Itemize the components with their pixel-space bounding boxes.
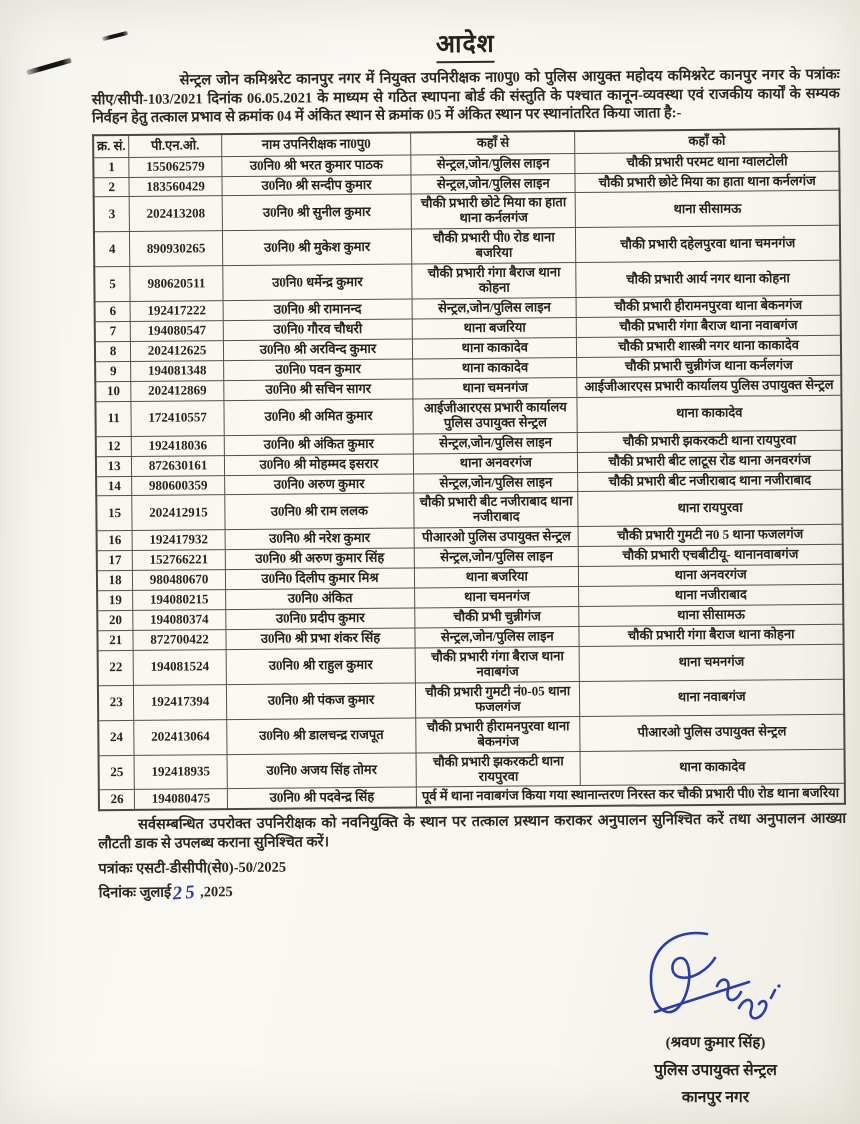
cell-from: पूर्व में थाना नवाबगंज किया गया स्थानान्तरण निरस्त कर चौकी प्रभारी पी0 रोड थाना बजरिया xyxy=(417,784,845,808)
cell-name: उ0नि0 अंकित xyxy=(225,588,415,610)
cell-to: थाना नवाबगंज xyxy=(580,679,844,716)
cell-pno: 192417222 xyxy=(130,301,223,322)
cell-pno: 192418935 xyxy=(134,754,227,790)
cell-from: थाना चमनगंज xyxy=(413,377,577,398)
cell-name: उ0नि0 श्री राहुल कुमार xyxy=(226,648,416,685)
cell-sno: 13 xyxy=(96,456,132,476)
cell-pno: 872630161 xyxy=(132,455,225,476)
cell-name: उ0नि0 श्री भरत कुमार पाठक xyxy=(222,155,412,177)
cell-name: उ0नि0 पवन कुमार xyxy=(223,359,413,381)
cell-from: चौकी प्रभारी गुमटी नं0-05 थाना फजलगंज xyxy=(416,681,580,717)
cell-to: थाना काकादेव xyxy=(577,395,841,432)
cell-to: थाना अनवरगंज xyxy=(579,564,843,586)
cell-sno: 21 xyxy=(97,630,133,650)
cell-from: सेन्ट्रल,जोन/पुलिस लाइन xyxy=(415,627,579,648)
cell-sno: 25 xyxy=(99,755,135,790)
cell-name: उ0नि0 श्री अमित कुमार xyxy=(224,399,414,436)
cell-from: चौकी प्रभारी हीरामनपुरवा थाना बेकनगंज xyxy=(416,716,580,752)
header-pno: पी.एन.ओ. xyxy=(129,134,222,157)
cell-pno: 172410557 xyxy=(131,400,224,436)
cell-to: आईजीआरएस प्रभारी कार्यालय पुलिस उपायुक्त सेन्ट्रल xyxy=(577,375,841,397)
cell-pno: 183560429 xyxy=(129,176,222,197)
cell-pno: 152766221 xyxy=(133,550,226,571)
cell-pno: 890930265 xyxy=(130,231,223,267)
transfer-table xyxy=(92,127,846,811)
cell-to: थाना सीसामऊ xyxy=(579,604,843,626)
header-from: कहाँ से xyxy=(411,131,575,155)
date-year: ,2025 xyxy=(200,884,233,901)
cell-name: उ0नि0 श्री पंकज कुमार xyxy=(226,683,416,720)
cell-name: उ0नि0 गौरव चौधरी xyxy=(223,319,413,341)
cell-sno: 1 xyxy=(93,157,129,177)
cell-from: चौकी प्रभारी बीट नजीराबाद थाना नजीराबाद xyxy=(414,492,578,528)
cell-name: उ0नि0 श्री सुनील कुमार xyxy=(222,194,412,231)
signature-icon xyxy=(621,928,811,1046)
header-serial: क्र. सं. xyxy=(93,135,129,158)
header-to: कहाँ को xyxy=(575,128,839,153)
cell-pno: 202412915 xyxy=(132,495,225,531)
cell-to: चौकी प्रभारी आर्य नगर थाना कोहना xyxy=(576,260,840,297)
cell-sno: 4 xyxy=(94,232,130,267)
cell-to: चौकी प्रभारी छोटे मिया का हाता थाना कर्नलगंज xyxy=(575,171,839,193)
cell-pno: 194080475 xyxy=(135,789,228,810)
cell-name: उ0नि0 प्रदीप कुमार xyxy=(226,608,416,630)
cell-sno: 16 xyxy=(97,531,133,551)
cell-name: उ0नि0 धर्मेन्द्र कुमार xyxy=(223,264,413,301)
cell-pno: 202413064 xyxy=(134,719,227,755)
cell-name: उ0नि0 श्री प्रभा शंकर सिंह xyxy=(226,628,416,650)
cell-sno: 18 xyxy=(97,571,133,591)
cell-to: चौकी प्रभारी गंगा बैराज थाना कोहना xyxy=(579,624,843,646)
signatory-city: कानपुर नगर xyxy=(681,1089,750,1106)
cell-pno: 194081348 xyxy=(131,361,224,382)
cell-pno: 194080374 xyxy=(133,610,226,631)
cell-sno: 10 xyxy=(95,381,131,401)
cell-name: उ0नि0 श्री मुकेश कुमार xyxy=(222,229,412,266)
cell-sno: 24 xyxy=(98,720,134,755)
cell-name: उ0नि0 दिलीप कुमार मिश्र xyxy=(225,568,415,590)
cell-sno: 23 xyxy=(98,685,134,720)
cell-sno: 6 xyxy=(95,302,131,322)
cell-sno: 11 xyxy=(95,401,131,436)
cell-sno: 20 xyxy=(97,611,133,631)
cell-sno: 8 xyxy=(95,341,131,361)
cell-pno: 202412625 xyxy=(131,341,224,362)
cell-pno: 192417394 xyxy=(134,684,227,720)
signature-block xyxy=(588,928,843,1107)
cell-name: उ0नि0 श्री रामानन्द xyxy=(223,299,413,321)
signatory-name: (श्रवण कुमार सिंह) xyxy=(665,1035,766,1051)
cell-sno: 12 xyxy=(96,436,132,456)
cell-from: पीआरओ पुलिस उपायुक्त सेन्ट्रल xyxy=(414,527,578,548)
cell-sno: 15 xyxy=(96,496,132,531)
cell-from: चौकी प्रभारी गंगा बैराज थाना कोहना xyxy=(412,263,576,299)
cell-from: सेन्ट्रल,जोन/पुलिस लाइन xyxy=(413,432,577,453)
cell-pno: 980480670 xyxy=(133,570,226,591)
handwritten-date: 25 xyxy=(172,881,199,905)
letter-ref-number: पत्रांकः एसटी-डीसीपी(से0)-50/2025 xyxy=(98,859,287,878)
cell-pno: 192417932 xyxy=(132,530,225,551)
cell-pno: 980600359 xyxy=(132,475,225,496)
cell-name: उ0नि0 श्री मोहम्मद इसरार xyxy=(224,454,414,476)
cell-name: उ0नि0 श्री अंकित कुमार xyxy=(224,434,414,456)
cell-name: उ0नि0 श्री पदवेन्द्र सिंह xyxy=(227,787,417,809)
cell-from: सेन्ट्रल,जोन/पुलिस लाइन xyxy=(412,298,576,319)
cell-sno: 22 xyxy=(98,650,134,685)
cell-from: थाना काकादेव xyxy=(413,338,577,359)
cell-to: चौकी प्रभारी गंगा बैराज थाना नवाबगंज xyxy=(577,315,841,337)
signatory-title: पुलिस उपायुक्त सेन्ट्रल xyxy=(654,1062,777,1079)
cell-pno: 194080547 xyxy=(131,321,224,342)
header-name: नाम उपनिरीक्षक ना0पु0 xyxy=(221,132,411,156)
cell-pno: 202413208 xyxy=(129,196,222,232)
cell-to: चौकी प्रभारी शास्त्री नगर थाना काकादेव xyxy=(577,335,841,357)
cell-sno: 14 xyxy=(96,476,132,496)
cell-from: सेन्ट्रल,जोन/पुलिस लाइन xyxy=(414,547,578,568)
cell-name: उ0नि0 अजय सिंह तोमर xyxy=(227,753,417,790)
date-label: दिनांकः जुलाई xyxy=(98,884,172,902)
cell-name: उ0नि0 श्री अरविन्द कुमार xyxy=(223,339,413,361)
cell-to: चौकी प्रभारी चुन्नीगंज थाना कर्नलगंज xyxy=(577,355,841,377)
cell-name: उ0नि0 श्री सन्दीप कुमार xyxy=(222,175,412,197)
cell-pno: 194080215 xyxy=(133,590,226,611)
intro-paragraph: सेन्ट्रल जोन कमिश्नरेट कानपुर नगर में नियुक्त उपनिरीक्षक ना0पु0 को पुलिस आयुक्त महोदय कमिश्नरेट कानपुर नगर के पत्रांकः सीए/सीपी-103/2021 दिनांक 06.05.2021 के माध्यम से गठित स्थापना बोर्ड की संस्तुति के पश्चात कानून-व्यवस्था एवं राजकीय कार्यों के सम्यक निर्वहन हेतु तत्काल प्रभाव से क्रमांक 04 में अंकित स्थान से क्रमांक 05 में अंकित स्थान पर स्थानांतरित किया जाता है:- xyxy=(91,66,840,127)
cell-from: थाना चमनगंज xyxy=(415,587,579,608)
cell-name: उ0नि0 श्री डालचन्द्र राजपूत xyxy=(227,718,417,755)
cell-to: थाना काकादेव xyxy=(580,749,844,786)
pen-stroke-icon xyxy=(26,58,71,75)
date-line xyxy=(99,875,847,904)
cell-sno: 7 xyxy=(95,321,131,341)
compliance-instruction: सर्वसम्बन्धित उपरोक्त उपनिरीक्षक को नवनियुक्ति के स्थान पर तत्काल प्रस्थान कराकर अनुपालन सुनिश्चित करें तथा अनुपालन आख्या लौटती डाक से उपलब्ध कराना सुनिश्चित करें। xyxy=(98,811,847,853)
transfer-table-body xyxy=(93,151,845,811)
cell-sno: 17 xyxy=(97,551,133,571)
cell-to: चौकी प्रभारी झकरकटी थाना रायपुरवा xyxy=(578,430,842,452)
cell-from: चौकी प्रभारी पी0 रोड थाना बजरिया xyxy=(412,228,576,264)
cell-from: थाना बजरिया xyxy=(412,318,576,339)
cell-to: पीआरओ पुलिस उपायुक्त सेन्ट्रल xyxy=(580,714,844,751)
cell-pno: 192418036 xyxy=(132,435,225,456)
cell-to: चौकी प्रभारी परमट थाना ग्वालटोली xyxy=(575,151,839,173)
title-wrap xyxy=(91,23,839,67)
cell-from: चौकी प्रभारी झकरकटी थाना रायपुरवा xyxy=(416,751,580,787)
cell-sno: 3 xyxy=(94,197,130,232)
cell-from: सेन्ट्रल,जोन/पुलिस लाइन xyxy=(411,173,575,194)
cell-name: उ0नि0 श्री सचिन सागर xyxy=(224,379,414,401)
cell-from: आईजीआरएस प्रभारी कार्यालय पुलिस उपायुक्त सेन्ट्रल xyxy=(413,397,577,433)
cell-pno: 872700422 xyxy=(133,630,226,651)
cell-from: थाना अनवरगंज xyxy=(414,452,578,473)
cell-to: चौकी प्रभारी गुमटी न0 5 थाना फजलगंज xyxy=(578,525,842,547)
cell-to: चौकी प्रभारी एचबीटीयू- थानानवाबगंज xyxy=(579,545,843,567)
cell-to: थाना सीसामऊ xyxy=(576,191,840,228)
cell-from: थाना बजरिया xyxy=(415,567,579,588)
cell-to: चौकी प्रभारी हीरामनपुरवा थाना बेकनगंज xyxy=(576,295,840,317)
cell-sno: 9 xyxy=(95,361,131,381)
document-content xyxy=(91,23,847,907)
cell-name: उ0नि0 श्री अरुण कुमार सिंह xyxy=(225,548,415,570)
cell-name: उ0नि0 श्री राम ललक xyxy=(225,493,415,530)
cell-sno: 5 xyxy=(94,267,130,302)
cell-from: चौकी प्रभी चुन्नीगंज xyxy=(415,607,579,628)
cell-from: सेन्ट्रल,जोन/पुलिस लाइन xyxy=(411,153,575,174)
cell-to: थाना चमनगंज xyxy=(579,644,843,681)
cell-sno: 26 xyxy=(99,790,135,811)
cell-to: चौकी प्रभारी बीट लाटूस रोड थाना अनवरगंज xyxy=(578,450,842,472)
cell-to: थाना नजीराबाद xyxy=(579,584,843,606)
cell-to: चौकी प्रभारी दहेलपुरवा थाना चमनगंज xyxy=(576,226,840,263)
document-title: आदेश xyxy=(436,26,495,64)
cell-from: थाना काकादेव xyxy=(413,357,577,378)
cell-pno: 155062579 xyxy=(129,156,222,177)
cell-pno: 194081524 xyxy=(133,650,226,686)
cell-from: चौकी प्रभारी छोटे मिया का हाता थाना कर्नलगंज xyxy=(411,193,575,229)
cell-to: चौकी प्रभारी बीट नजीराबाद थाना नजीराबाद xyxy=(578,470,842,492)
cell-sno: 2 xyxy=(93,177,129,197)
cell-from: सेन्ट्रल,जोन/पुलिस लाइन xyxy=(414,472,578,493)
cell-name: उ0नि0 अरुण कुमार xyxy=(224,473,414,495)
cell-from: चौकी प्रभारी गंगा बैराज थाना नवाबगंज xyxy=(415,646,579,682)
cell-pno: 980620511 xyxy=(130,266,223,302)
cell-sno: 19 xyxy=(97,591,133,611)
cell-to: थाना रायपुरवा xyxy=(578,490,842,527)
cell-pno: 202412869 xyxy=(131,380,224,401)
cell-name: उ0नि0 श्री नरेश कुमार xyxy=(225,528,415,550)
